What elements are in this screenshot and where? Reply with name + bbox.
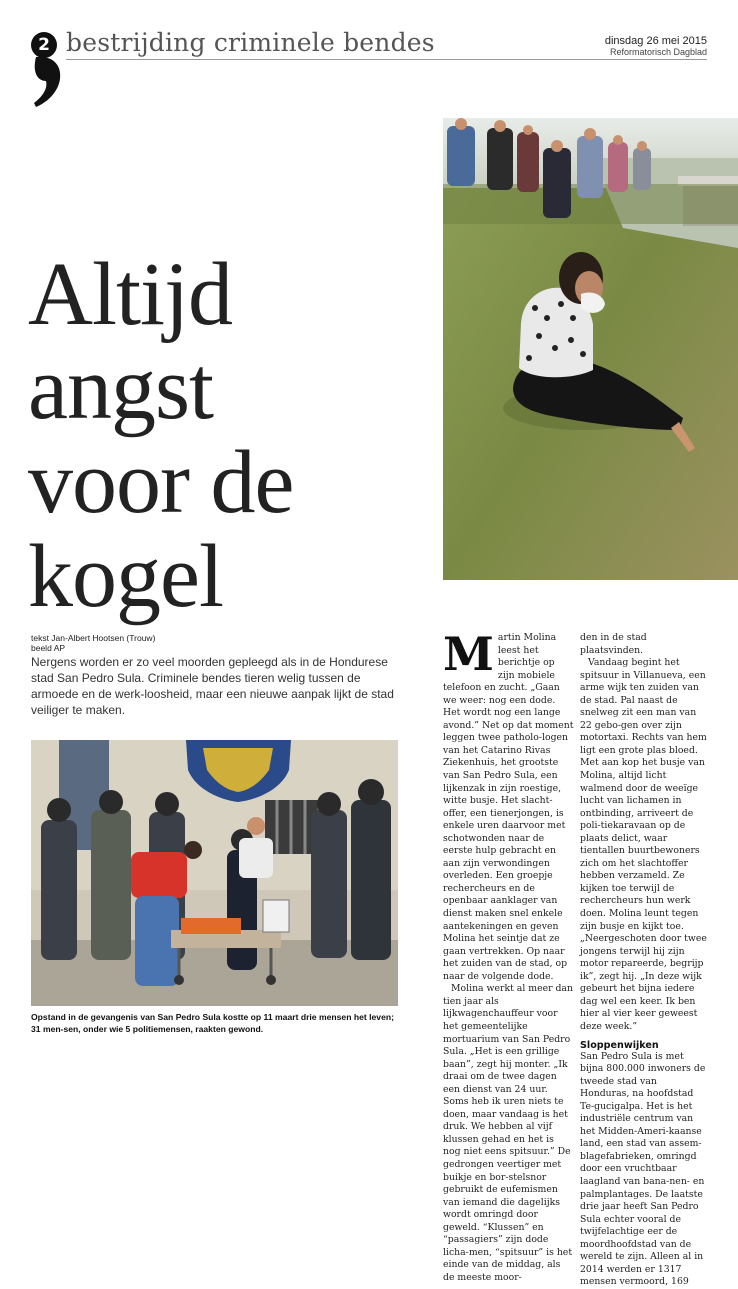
- subheading: Sloppenwijken: [580, 1039, 659, 1051]
- headline-line: voor de: [28, 433, 294, 532]
- headline: [28, 245, 428, 626]
- headline-line: Altijd: [28, 245, 233, 344]
- publication-date: dinsdag 26 mei 2015: [604, 35, 707, 47]
- body-paragraph: Martin Molina leest het berichtje op zijn mobiele telefoon en zucht. „Gaan we weer: nog een dode. Het wordt nog een lange avond.” Net op dat moment leggen twee patholo-logen van het Catarino Rivas Ziekenhuis, het grootste van San Pedro Sula, een lijkenzak in zijn roestige, witte busje. Het slacht-offer, een tienerjongen, is enkele uren daarvoor met schotwonden naar de eerste hulp gebracht en aan zijn verwondingen overleden. Een groepje rechercheurs en de openbaar aanklager van dienst maken snel enkele aantekeningen en geven Molina het seintje dat ze gaan vertrekken. Op naar het zuiden van de stad, op naar de volgende dode.: [443, 627, 574, 982]
- byline-text: tekst Jan-Albert Hootsen (Trouw): [31, 633, 156, 643]
- section-title: bestrijding criminele bendes: [66, 28, 435, 57]
- newspaper-name: Reformatorisch Dagblad: [609, 47, 707, 57]
- headline-line: angst: [28, 339, 213, 438]
- page-number-badge: 2: [31, 32, 57, 58]
- body-column-2: [580, 632, 708, 1289]
- article-intro: Nergens worden er zo veel moorden gepleegd als in de Hondurese stad San Pedro Sula. Criminele bendes tieren welig tussen de armoede en de werk-loosheid, maar een nieuwe aanpak lijkt de stad veiliger te maken.: [31, 655, 394, 717]
- drop-cap: M: [443, 627, 494, 681]
- body-column-1: [443, 627, 574, 1284]
- header-divider: [66, 59, 707, 60]
- body-paragraph: Vandaag begint het spitsuur in Villanueva, een arme wijk ten zuiden van de stad. Pal naast de snelweg zit een man van 22 gebo-gen over zijn motortaxi. Rechts van hem ligt een grote plas bloed. Met aan kop het busje van Molina, altijd licht walmend door de weeïge lucht van lichamen in ontbinding, arriveert de poli-tiekaravaan op de plaats delict, waar tientallen buurtbewoners zich om het slachtoffer hebben verzameld. Ze kijken toe terwijl de rechercheurs hun werk doen. Molina leunt tegen zijn busje en kijkt toe. „Neergeschoten door twee jongens terwijl hij zijn motor repareerde, begrijp ik”, zegt hij. „In deze wijk gebeurt het bijna iedere dag wel een keer. Ik ben hier al vier keer geweest deze week.”: [580, 657, 707, 1032]
- body-paragraph: San Pedro Sula is met bijna 800.000 inwoners de tweede stad van Honduras, na hoofdstad Te-gucigalpa. Het is het industriële centrum van het Midden-Ameri-kaanse land, een stad van assem-blagefabrieken, omringd door een vruchtbaar laagland van bana-nen- en palmplantages. De laatste drie jaar heeft San Pedro Sula echter vooral de twijfelachtige eer de moordhoofdstad van de wereld te zijn. Alleen al in 2014 werden er 1317 mensen vermoord, 169: [580, 1050, 706, 1288]
- comma-logo-icon: [32, 55, 66, 109]
- body-paragraph: Molina werkt al meer dan tien jaar als lijkwagenchauffeur voor het gemeentelijke mortuarium van San Pedro Sula. „Het is een grillige baan”, zegt hij monter. „Ik draai om de twee dagen een dienst van 24 uur. Soms heb ik uren niets te doen, maar vandaag is het druk. We hebben al vijf klussen gehad en het is nog niet eens spitsuur.” De gedrongen veertiger met buikje en bor-stelsnor gebruikt de eufemismen van iemand die dagelijks wordt omringd door geweld. “Klussen” en “passagiers” zijn dode licha-men, “spitsuur” is het einde van de middag, als de meeste moor-: [443, 983, 573, 1283]
- photo-prison-uprising: [31, 740, 398, 1006]
- byline-photo: beeld AP: [31, 643, 66, 653]
- photo-caption: Opstand in de gevangenis van San Pedro Sula kostte op 11 maart drie mensen het leven; 31 men-sen, onder wie 5 politiemensen, raakten gewond.: [31, 1012, 394, 1034]
- photo-grieving-woman: [443, 118, 738, 580]
- body-paragraph: den in de stad plaatsvinden.: [580, 632, 647, 656]
- headline-line: kogel: [28, 527, 223, 626]
